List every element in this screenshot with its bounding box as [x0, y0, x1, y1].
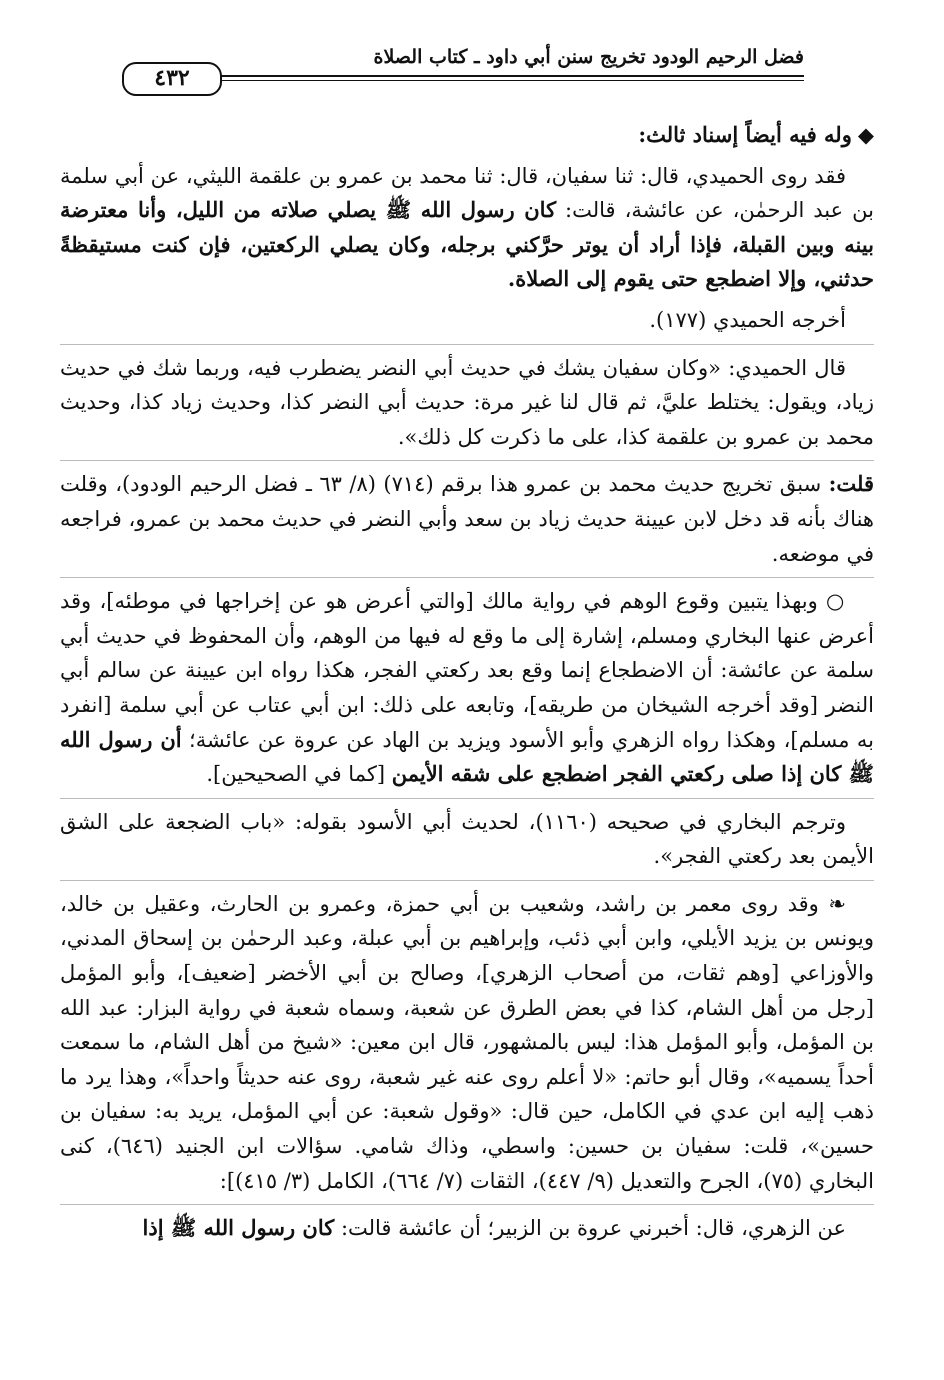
page-header — [60, 0, 874, 100]
divider — [60, 1204, 874, 1205]
heading-bullet-icon: ◆ — [857, 122, 874, 147]
paragraph-humaydi: قال الحميدي: «وكان سفيان يشك في حديث أبي النضر يضطرب فيه، وربما شك في حديث زياد، ويقول: يختلط عليَّ، ثم قال لنا غير مرة: حديث أبي النضر كذا، وحديث زياد كذا، وحديث محمد بن عمرو بن علقمة كذا، على ما ذكرت كل ذلك». — [60, 355, 874, 449]
divider — [60, 460, 874, 461]
section-heading: ◆وله فيه أيضاً إسناد ثالث: — [638, 122, 874, 147]
divider — [60, 798, 874, 799]
hadith-text: كان رسول الله ﷺ إذا — [142, 1215, 335, 1241]
paragraph-zuhri-hadith: عن الزهري، قال: أخبرني عروة بن الزبير؛ أن عائشة قالت: كان رسول الله ﷺ إذا — [142, 1215, 846, 1241]
paragraph-hadith: فقد روى الحميدي، قال: ثنا سفيان، قال: ثنا محمد بن عمرو بن علقمة الليثي، عن أبي سلمة بن عبد الرحمٰن، عن عائشة، قالت: كان رسول الله ﷺ يصلي صلاته من الليل، وأنا معترضة بينه وبين القبلة، فإذا أراد أن يوتر حرَّكني برجله، وكان يصلي الركعتين، فإن كنت مستيقظةً حدثني، وإلا اضطجع حتى يقوم إلى الصلاة. — [60, 163, 874, 292]
paragraph-bukhari: وترجم البخاري في صحيحه (١١٦٠)، لحديث أبي الأسود بقوله: «باب الضجعة على الشق الأيمن بعد ركعتي الفجر». — [60, 809, 874, 869]
paragraph-qultu: قلت: سبق تخريج حديث محمد بن عمرو هذا برقم (٧١٤) (٨/ ٦٣ ـ فضل الرحيم الودود)، وقلت هناك بأنه قد دخل لابن عيينة حديث زياد بن سعد وأبي النضر في حديث محمد بن عمرو، فراجعه في موضعه. — [60, 471, 874, 566]
hadith-text: كان رسول الله ﷺ يصلي صلاته من الليل، وأنا معترضة بينه وبين القبلة، فإذا أراد أن يوتر حرَّكني برجله، وكان يصلي الركعتين، فإن كنت مستيقظةً حدثني، وإلا اضطجع حتى يقوم إلى الصلاة. — [60, 197, 874, 292]
leaf-marker-icon: ❧ — [828, 891, 846, 916]
header-rule — [122, 75, 804, 77]
header-rule-thin — [122, 80, 804, 81]
running-title: فضل الرحيم الودود تخريج سنن أبي داود ـ كتاب الصلاة — [373, 46, 804, 68]
paragraph-wahm: ○ وبهذا يتبين وقوع الوهم في رواية مالك [والتي أعرض هو عن إخراجها في موطئه]، وقد أعرض عنها البخاري ومسلم، إشارة إلى ما وقع له فيها من الوهم، وأن المحفوظ في حديث أبي سلمة عن عائشة: أن الاضطجاع إنما وقع بعد ركعتي الفجر، هكذا رواه ابن عيينة عن سالم أبي النضر [وقد أخرجه الشيخان من طريقه]، وتابعه على ذلك: ابن أبي عتاب عن أبي سلمة [انفرد به مسلم]، وهكذا رواه الزهري وأبو الأسود ويزيد بن الهاد عن عروة عن عائشة؛ أن رسول الله ﷺ كان إذا صلى ركعتي الفجر اضطجع على شقه الأيمن [كما في الصحيحين]. — [60, 589, 874, 787]
qultu-label: قلت: — [828, 471, 874, 497]
page-number: ٤٣٢ — [122, 62, 222, 96]
divider — [60, 344, 874, 345]
paragraph-takhrij: أخرجه الحميدي (١٧٧). — [649, 307, 846, 332]
divider — [60, 577, 874, 578]
divider — [60, 880, 874, 881]
page-body — [60, 118, 874, 1252]
circle-marker-icon: ○ — [826, 589, 846, 614]
paragraph-zuhri-narrators: ❧ وقد روى معمر بن راشد، وشعيب بن أبي حمزة، وعمرو بن الحارث، وعقيل بن خالد، ويونس بن يزيد الأيلي، وابن أبي ذئب، وإبراهيم بن أبي عبلة، وعبد الرحمٰن بن إسحاق المدني، والأوزاعي [وهم ثقات، من أصحاب الزهري]، وصالح بن أبي الأخضر [ضعيف]، وأبو المؤمل [رجل من أهل الشام، كذا في بعض الطرق عن شعبة، وسماه شعبة في رواية البزار: عبد الله بن المؤمل، وأبو المؤمل هذا: ليس بالمشهور، قال ابن معين: «شيخ من أهل الشام، ما سمعت أحداً يسميه»، وقال أبو حاتم: «لا أعلم روى عنه غير شعبة، روى عنه حديثاً واحداً»، وهذا يرد ما ذهب إليه ابن عدي في الكامل، حين قال: «وقول شعبة: عن أبي المؤمل، يريد به: سفيان بن حسين»، قلت: سفيان بن حسين: واسطي، وذاك شامي. سؤالات ابن الجنيد (٦٤٦)، كنى البخاري (٧٥)، الجرح والتعديل (٩/ ٤٤٧)، الثقات (٧/ ٦٦٤)، الكامل (٣/ ٤١٥)]: — [60, 891, 874, 1193]
hadith-text: أن رسول الله ﷺ كان إذا صلى ركعتي الفجر اضطجع على شقه الأيمن — [60, 726, 874, 787]
